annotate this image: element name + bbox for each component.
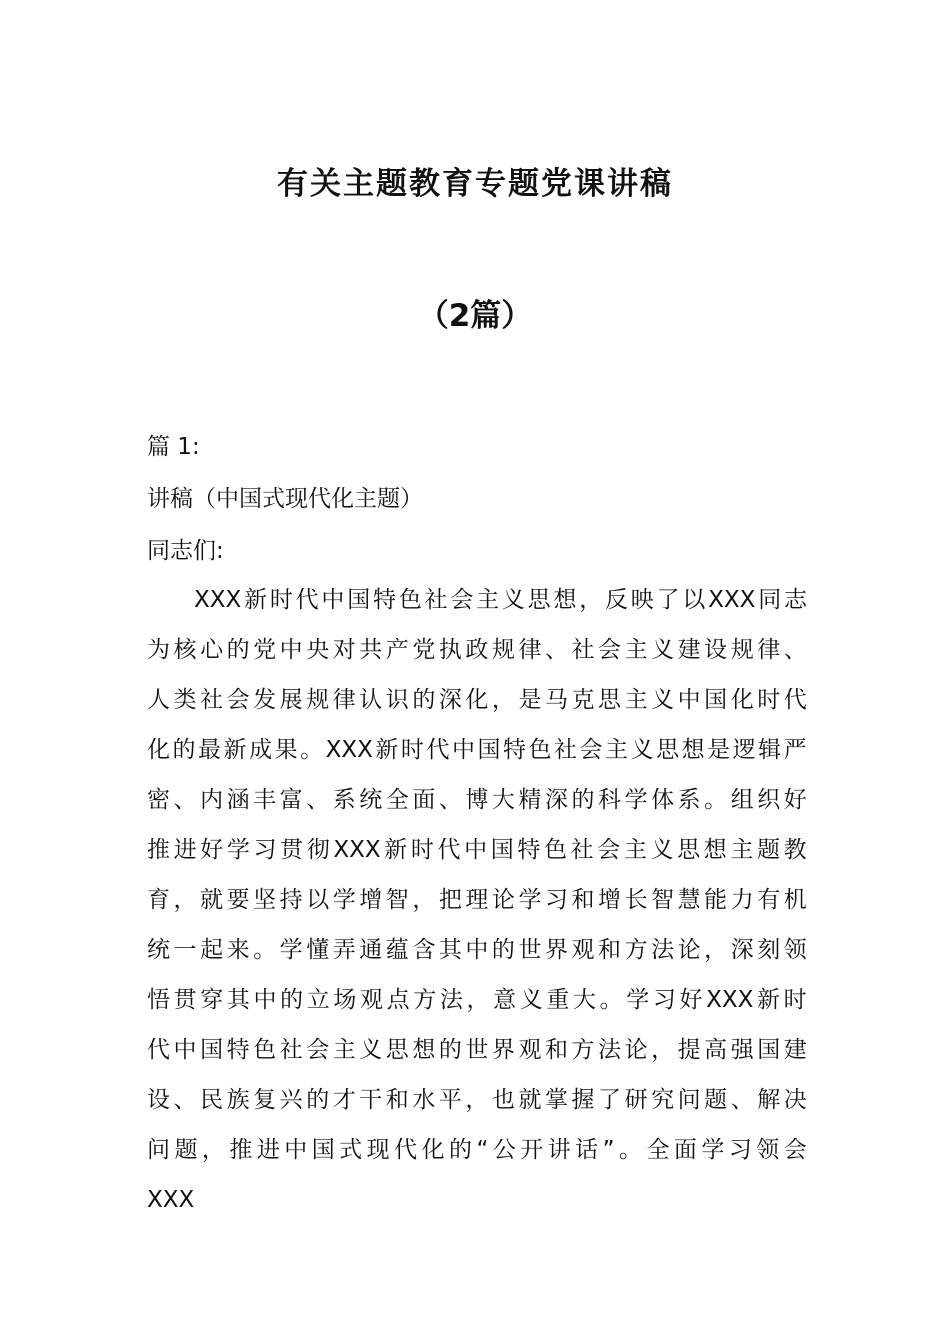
document-subtitle: （2篇）	[417, 298, 533, 334]
body-paragraph	[147, 578, 807, 1228]
body-line: 育 ， 就 要 坚 持 以 学 增 智 ， 把 理 论 学 习 和 增 长 智 慧 能 力 有 机	[147, 887, 807, 913]
section-label: 篇 1:	[147, 434, 200, 460]
body-line: XXX	[147, 1187, 195, 1213]
body-line: 推 进 好 学 习 贯 彻 XXX 新 时 代 中 国 特 色 社 会 主 义 思 想 主 题 教	[147, 837, 807, 863]
body-line: 悟 贯 穿 其 中 的 立 场 观 点 方 法 ， 意 义 重 大 。 学 习 好 XXX 新 时	[147, 987, 807, 1013]
body-line: 密 、 内 涵 丰 富 、 系 统 全 面 、 博 大 精 深 的 科 学 体 系 。 组 织 好	[147, 787, 807, 813]
body-line: 统 一 起 来 。 学 懂 弄 通 蕴 含 其 中 的 世 界 观 和 方 法 论 ， 深 刻 领	[147, 937, 807, 963]
body-line: 为 核 心 的 党 中 央 对 共 产 党 执 政 规 律 、 社 会 主 义 建 设 规 律 、	[147, 637, 807, 663]
body-line: 问 题 ， 推 进 中 国 式 现 代 化 的 “ 公 开 讲 话 ” 。 全 面 学 习 领 会	[147, 1137, 807, 1163]
body-line: 设 、 民 族 复 兴 的 才 干 和 水 平 ， 也 就 掌 握 了 研 究 问 题 、 解 决	[147, 1087, 807, 1113]
body-line: 化 的 最 新 成 果 。 XXX 新 时 代 中 国 特 色 社 会 主 义 思 想 是 逻 辑 严	[147, 737, 807, 763]
speech-title: 讲稿（中国式现代化主题）	[147, 486, 423, 512]
body-line: 人 类 社 会 发 展 规 律 认 识 的 深 化 ， 是 马 克 思 主 义 中 国 化 时 代	[147, 687, 807, 713]
greeting: 同志们:	[147, 538, 224, 564]
document-title: 有关主题教育专题党课讲稿	[277, 166, 673, 202]
body-line: 代 中 国 特 色 社 会 主 义 思 想 的 世 界 观 和 方 法 论 ， 提 高 强 国 建	[147, 1037, 807, 1063]
body-line: XXX 新 时 代 中 国 特 色 社 会 主 义 思 想 ， 反 映 了 以 XXX 同 志	[194, 587, 807, 613]
